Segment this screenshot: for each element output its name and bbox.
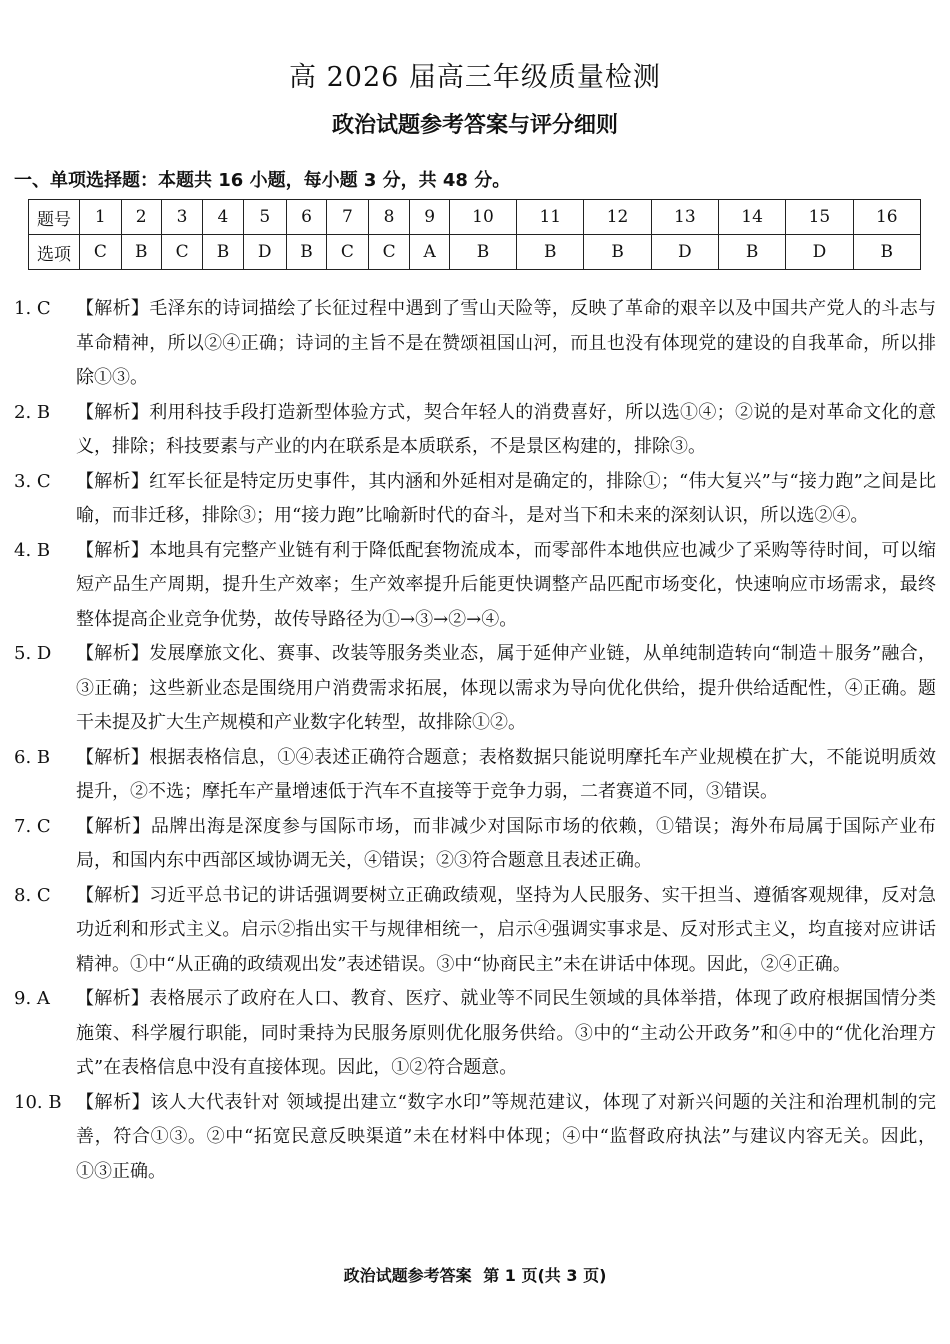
- footer-doc-title: 政治试题参考答案: [343, 1266, 472, 1285]
- table-cell-answer: B: [203, 235, 243, 270]
- question-number: 6. B: [14, 746, 51, 768]
- table-cell-answer: C: [80, 235, 122, 270]
- explanation-item: [14, 879, 936, 983]
- table-row-label: 题号: [29, 200, 80, 235]
- table-cell-answer: D: [786, 235, 853, 270]
- explanation-text: 【解析】本地具有完整产业链有利于降低配套物流成本，而零部件本地供应也减少了采购等待时间，可以缩短产品生产周期，提升生产效率；生产效率提升后能更快调整产品匹配市场变化，快速响应市场需求，最终整体提高企业竞争优势，故传导路径为①→③→②→④。: [76, 539, 936, 630]
- explanation-text: 【解析】该人大代表针对 领域提出建立“数字水印”等规范建议，体现了对新兴问题的关注和治理机制的完善，符合①③。②中“拓宽民意反映渠道”未在材料中体现；④中“监督政府执法”与建议内容无关。因此，①③正确。: [76, 1091, 936, 1182]
- explanation-list: [14, 292, 936, 1189]
- explanation-item: [14, 1086, 936, 1190]
- table-row-answers: [29, 235, 921, 270]
- explanation-text: 【解析】表格展示了政府在人口、教育、医疗、就业等不同民生领域的具体举措，体现了政府根据国情分类施策、科学履行职能，同时秉持为民服务原则优化服务供给。③中的“主动公开政务”和④中的“优化治理方式”在表格信息中没有直接体现。因此，①②符合题意。: [76, 988, 936, 1078]
- explanation-item: [14, 465, 936, 534]
- question-number: 8. C: [14, 884, 51, 906]
- table-cell-answer: B: [121, 235, 161, 270]
- question-number: 5. D: [14, 643, 52, 664]
- table-cell-answer: D: [651, 235, 718, 270]
- table-cell-number: 7: [327, 200, 369, 235]
- table-cell-answer: B: [287, 235, 327, 270]
- table-cell-number: 14: [718, 200, 785, 235]
- explanation-item: [14, 396, 936, 465]
- explanation-item: [14, 741, 936, 810]
- table-cell-answer: B: [449, 235, 516, 270]
- question-number: 2. B: [14, 401, 51, 423]
- explanation-item: [14, 534, 936, 638]
- question-number: 3. C: [14, 470, 51, 492]
- question-number: 9. A: [14, 988, 50, 1009]
- table-cell-number: 8: [368, 200, 410, 235]
- explanation-text: 【解析】红军长征是特定历史事件，其内涵和外延相对是确定的，排除①；“伟大复兴”与“接力跑”之间是比喻，而非迁移，排除③；用“接力跑”比喻新时代的奋斗，是对当下和未来的深刻认识，所以选②④。: [76, 470, 936, 526]
- footer-page-number: 第 1 页(共 3 页): [483, 1266, 607, 1285]
- table-row-label: 选项: [29, 235, 80, 270]
- explanation-item: [14, 637, 936, 741]
- table-cell-answer: C: [161, 235, 203, 270]
- table-cell-number: 16: [853, 200, 920, 235]
- question-number: 7. C: [14, 815, 51, 837]
- table-cell-answer: D: [243, 235, 287, 270]
- table-cell-answer: A: [410, 235, 449, 270]
- table-cell-number: 11: [517, 200, 584, 235]
- page-subtitle: 政治试题参考答案与评分细则: [331, 113, 618, 138]
- question-number: 4. B: [14, 539, 51, 561]
- table-cell-number: 9: [410, 200, 449, 235]
- table-cell-answer: B: [517, 235, 584, 270]
- explanation-item: [14, 292, 936, 396]
- table-cell-answer: C: [327, 235, 369, 270]
- question-number: 10. B: [14, 1091, 62, 1113]
- table-cell-number: 12: [584, 200, 651, 235]
- table-cell-number: 6: [287, 200, 327, 235]
- table-cell-number: 4: [203, 200, 243, 235]
- explanation-text: 【解析】利用科技手段打造新型体验方式，契合年轻人的消费喜好，所以选①④；②说的是对革命文化的意义，排除；科技要素与产业的内在联系是本质联系，不是景区构建的，排除③。: [76, 401, 936, 457]
- table-cell-number: 3: [161, 200, 203, 235]
- question-number: 1. C: [14, 298, 51, 319]
- table-row-numbers: [29, 200, 921, 235]
- table-cell-number: 5: [243, 200, 287, 235]
- table-cell-number: 15: [786, 200, 853, 235]
- section-heading: 一、单项选择题：本题共 16 小题，每小题 3 分，共 48 分。: [14, 170, 511, 191]
- explanation-text: 【解析】习近平总书记的讲话强调要树立正确政绩观，坚持为人民服务、实干担当、遵循客观规律，反对急功近利和形式主义。启示②指出实干与规律相统一，启示④强调实事求是、反对形式主义，均直接对应讲话精神。①中“从正确的政绩观出发”表述错误。③中“协商民主”未在讲话中体现。因此，②④正确。: [76, 884, 936, 975]
- explanation-text: 【解析】品牌出海是深度参与国际市场，而非减少对国际市场的依赖，①错误；海外布局属于国际产业布局，和国内东中西部区域协调无关，④错误；②③符合题意且表述正确。: [76, 815, 936, 871]
- page-title: 高 2026 届高三年级质量检测: [289, 62, 661, 93]
- table-cell-number: 1: [80, 200, 122, 235]
- explanation-text: 【解析】发展摩旅文化、赛事、改装等服务类业态，属于延伸产业链，从单纯制造转向“制造＋服务”融合，③正确；这些新业态是围绕用户消费需求拓展，体现以需求为导向优化供给，提升供给适配性，④正确。题干未提及扩大生产规模和产业数字化转型，故排除①②。: [76, 643, 936, 733]
- table-cell-answer: B: [718, 235, 785, 270]
- table-cell-answer: B: [584, 235, 651, 270]
- explanation-item: [14, 982, 936, 1086]
- table-cell-number: 10: [449, 200, 516, 235]
- table-cell-number: 13: [651, 200, 718, 235]
- explanation-text: 【解析】毛泽东的诗词描绘了长征过程中遇到了雪山天险等，反映了革命的艰辛以及中国共产党人的斗志与革命精神，所以②④正确；诗词的主旨不是在赞颂祖国山河，而且也没有体现党的建设的自我革命，所以排除①③。: [76, 298, 936, 388]
- explanation-text: 【解析】根据表格信息，①④表述正确符合题意；表格数据只能说明摩托车产业规模在扩大，不能说明质效提升，②不选；摩托车产量增速低于汽车不直接等于竞争力弱，二者赛道不同，③错误。: [76, 746, 936, 802]
- table-cell-answer: B: [853, 235, 920, 270]
- table-cell-number: 2: [121, 200, 161, 235]
- explanation-item: [14, 810, 936, 879]
- answer-table: [28, 199, 921, 270]
- page-footer: [0, 1263, 950, 1286]
- table-cell-answer: C: [368, 235, 410, 270]
